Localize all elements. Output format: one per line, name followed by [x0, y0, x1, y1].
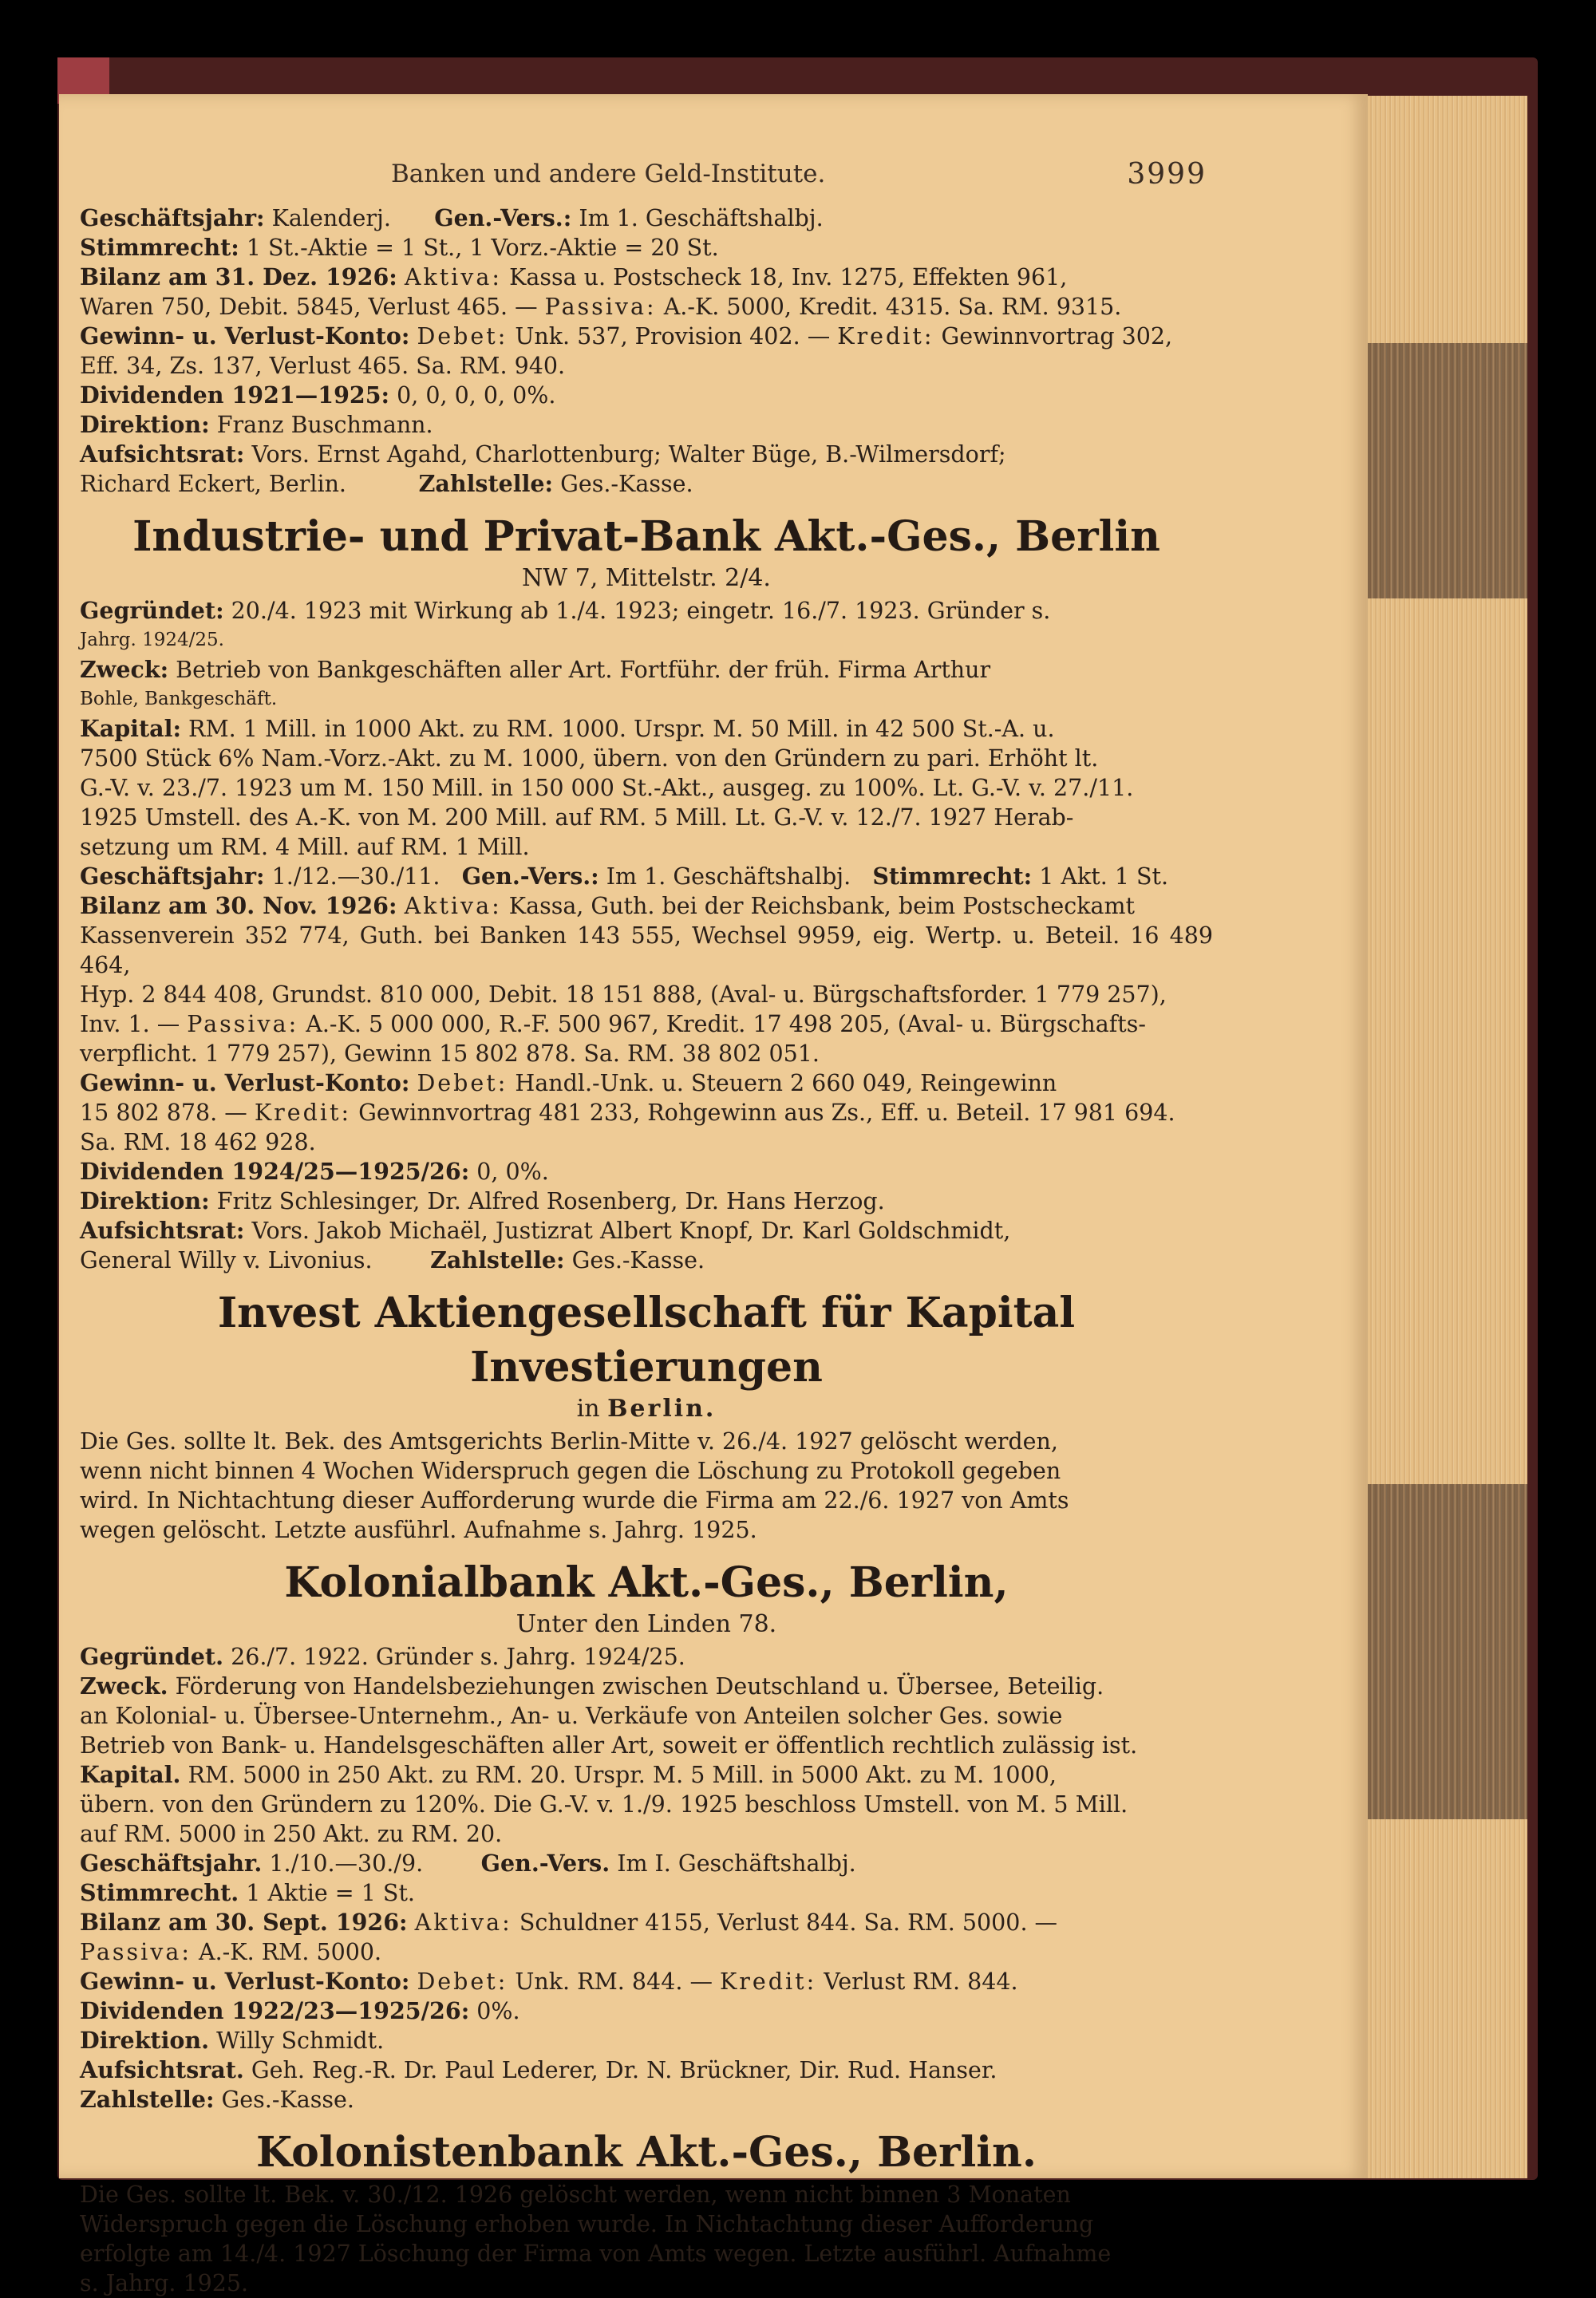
value: in: [576, 1395, 600, 1423]
value: Im I. Geschäftshalbj.: [617, 1850, 856, 1877]
text-line: Die Ges. sollte lt. Bek. v. 30./12. 1926 gelöscht werden, wenn nicht binnen 3 Monaten: [80, 2182, 1071, 2208]
label-direktion: Direktion:: [80, 1187, 210, 1214]
label-geschaeftsjahr: Geschäftsjahr:: [80, 204, 265, 231]
text-line: s. Jahrg. 1925.: [80, 2270, 249, 2296]
text-line: [80, 203, 1213, 233]
text-line: [80, 1098, 1213, 1127]
text-line: Jahrg. 1924/25.: [80, 630, 224, 650]
entry-kolonistenbank: [80, 2126, 1213, 2298]
running-header: [80, 160, 1213, 189]
entry-title: Industrie- und Privat-Bank Akt.-Ges., Berlin: [132, 512, 1160, 561]
value: General Willy v. Livonius.: [80, 1247, 373, 1273]
value: Kalenderj.: [271, 205, 391, 231]
label-aufsichtsrat: Aufsichtsrat:: [80, 1217, 245, 1244]
text-line: [80, 1157, 1213, 1187]
value: Förderung von Handelsbeziehungen zwischen Deutschland u. Übersee, Beteilig.: [175, 1673, 1104, 1700]
text-line: übern. von den Gründern zu 120%. Die G.-V. v. 1./9. 1925 beschloss Umstell. von M. 5 Mill.: [80, 1791, 1128, 1818]
text-line: [80, 1967, 1213, 1996]
label-direktion: Direktion.: [80, 2027, 210, 2054]
text-line: erfolgte am 14./4. 1927 Löschung der Firma von Amts wegen. Letzte ausführl. Aufnahme: [80, 2241, 1112, 2267]
value: Vors. Ernst Agahd, Charlottenburg; Walter Büge, B.-Wilmersdorf;: [251, 441, 1006, 468]
value: Kassa, Guth. bei der Reichsbank, beim Postscheckamt: [508, 893, 1135, 919]
text-line: Sa. RM. 18 462 928.: [80, 1129, 316, 1155]
value: Im 1. Geschäftshalbj.: [606, 863, 851, 890]
label-zweck: Zweck.: [80, 1672, 168, 1700]
value: Ges.-Kasse.: [571, 1247, 705, 1273]
text-line: auf RM. 5000 in 250 Akt. zu RM. 20.: [80, 1821, 503, 1847]
text-line: [80, 381, 1213, 410]
text-line: [80, 655, 1213, 685]
value: Handl.-Unk. u. Steuern 2 660 049, Reingewinn: [515, 1070, 1057, 1096]
text-line: [80, 263, 1213, 292]
value: Richard Eckert, Berlin.: [80, 471, 346, 497]
text-line: [80, 1937, 1213, 1967]
text-line: Kassenverein 352 774, Guth. bei Banken 143 555, Wechsel 9959, eig. Wertp. u. Beteil. 16 489 464,: [80, 922, 1213, 978]
text-line: [80, 1216, 1213, 1246]
text-line: [80, 1996, 1213, 2026]
label-gegruendet: Gegründet:: [80, 597, 224, 624]
text-line: [80, 410, 1213, 440]
label-aufsichtsrat: Aufsichtsrat:: [80, 440, 245, 468]
value: A.-K. RM. 5000.: [199, 1939, 382, 1965]
entry-location: [80, 1395, 1213, 1423]
label-gegruendet: Gegründet.: [80, 1643, 224, 1670]
text-line: [80, 292, 1213, 322]
value: Verlust RM. 844.: [824, 1968, 1018, 1995]
value: Vors. Jakob Michaël, Justizrat Albert Knopf, Dr. Karl Goldschmidt,: [251, 1218, 1011, 1244]
label-zahlstelle: Zahlstelle:: [430, 1246, 565, 1273]
label-dividenden: Dividenden 1924/25—1925/26:: [80, 1158, 470, 1185]
label-guv: Gewinn- u. Verlust-Konto:: [80, 1069, 410, 1096]
value: Unk. RM. 844. —: [515, 1968, 713, 1995]
label-aufsichtsrat: Aufsichtsrat.: [80, 2056, 244, 2083]
label-gen-vers: Gen.-Vers.:: [461, 863, 599, 890]
text-line: Widerspruch gegen die Löschung erhoben wurde. In Nichtachtung dieser Aufforderung: [80, 2211, 1094, 2237]
page-number: 3999: [1127, 158, 1207, 191]
text-line: [80, 469, 1213, 499]
label-passiva: Passiva:: [80, 1939, 192, 1965]
value: A.-K. 5 000 000, R.-F. 500 967, Kredit. 17 498 205, (Aval- u. Bürgschafts-: [306, 1011, 1146, 1037]
text-line: [80, 1068, 1213, 1098]
label-gen-vers: Gen.-Vers.: [480, 1850, 610, 1877]
label-kredit: Kredit:: [720, 1968, 817, 1995]
text-line: Betrieb von Bank- u. Handelsgeschäften aller Art, soweit er öffentlich rechtlich zulässig ist.: [80, 1732, 1138, 1759]
value: 1 St.-Aktie = 1 St., 1 Vorz.-Aktie = 20 St.: [246, 235, 719, 261]
label-debet: Debet:: [417, 1968, 508, 1995]
page-content: [80, 160, 1213, 2298]
label-debet: Debet:: [417, 323, 508, 349]
text-line: an Kolonial- u. Übersee-Unternehm., An- u. Verkäufe von Anteilen solcher Ges. sowie: [80, 1703, 1063, 1729]
label-geschaeftsjahr: Geschäftsjahr:: [80, 863, 265, 890]
text-line: [80, 891, 1213, 921]
value: 0%.: [476, 1998, 520, 2024]
entry-industrie-privat-bank: [80, 510, 1213, 1275]
value: Kassa u. Postscheck 18, Inv. 1275, Effekten 961,: [509, 264, 1068, 290]
text-line: [80, 2055, 1213, 2085]
value: 1./12.—30./11.: [271, 863, 440, 890]
value: Schuldner 4155, Verlust 844. Sa. RM. 5000. —: [519, 1909, 1058, 1936]
label-direktion: Direktion:: [80, 411, 210, 438]
label-bilanz: Bilanz am 30. Nov. 1926:: [80, 892, 397, 919]
entry-address: Unter den Linden 78.: [516, 1610, 777, 1638]
text-line: [80, 862, 1213, 891]
label-zahlstelle: Zahlstelle:: [418, 470, 554, 497]
label-kapital: Kapital:: [80, 715, 181, 742]
text-line: 1925 Umstell. des A.-K. von M. 200 Mill. auf RM. 5 Mill. Lt. G.-V. v. 12./7. 1927 Herab-: [80, 804, 1074, 831]
value: Willy Schmidt.: [216, 2028, 385, 2054]
text-line: Hyp. 2 844 408, Grundst. 810 000, Debit. 18 151 888, (Aval- u. Bürgschaftsforder. 1 779 257),: [80, 981, 1167, 1008]
value: Betrieb von Bankgeschäften aller Art. Fortführ. der früh. Firma Arthur: [176, 657, 991, 683]
label-zahlstelle: Zahlstelle:: [80, 2086, 215, 2113]
value: 0, 0, 0, 0, 0%.: [397, 382, 556, 409]
label-geschaeftsjahr: Geschäftsjahr.: [80, 1850, 263, 1877]
label-guv: Gewinn- u. Verlust-Konto:: [80, 322, 410, 349]
value: Im 1. Geschäftshalbj.: [579, 205, 824, 231]
text-line: wird. In Nichtachtung dieser Aufforderung wurde die Firma am 22./6. 1927 von Amts: [80, 1487, 1069, 1514]
label-bilanz: Bilanz am 31. Dez. 1926:: [80, 263, 397, 290]
text-line: [80, 2026, 1213, 2055]
value: 0, 0%.: [476, 1159, 549, 1185]
label-stimmrecht: Stimmrecht:: [872, 863, 1033, 890]
text-line: [80, 1642, 1213, 1672]
value: Fritz Schlesinger, Dr. Alfred Rosenberg, Dr. Hans Herzog.: [216, 1188, 885, 1214]
label-dividenden: Dividenden 1922/23—1925/26:: [80, 1997, 470, 2024]
value: Franz Buschmann.: [216, 412, 433, 438]
running-title: Banken und andere Geld-Institute.: [391, 160, 826, 188]
text-line: [80, 1908, 1213, 1937]
label-stimmrecht: Stimmrecht:: [80, 234, 239, 261]
text-line: [80, 233, 1213, 263]
label-zweck: Zweck:: [80, 656, 169, 683]
text-line: wenn nicht binnen 4 Wochen Widerspruch gegen die Löschung zu Protokoll gegeben: [80, 1458, 1061, 1484]
label-gen-vers: Gen.-Vers.:: [434, 204, 572, 231]
text-line: G.-V. v. 23./7. 1923 um M. 150 Mill. in 150 000 St.-Akt., ausgeg. zu 100%. Lt. G.-V. v. 27./11.: [80, 775, 1134, 801]
value: 15 802 878. —: [80, 1100, 247, 1126]
value: 1./10.—30./9.: [269, 1850, 424, 1877]
text-line: verpflicht. 1 779 257), Gewinn 15 802 878. Sa. RM. 38 802 051.: [80, 1040, 820, 1067]
text-line: [80, 2085, 1213, 2114]
text-line: [80, 1760, 1213, 1790]
text-line: [80, 1246, 1213, 1275]
text-line: [80, 1009, 1213, 1039]
label-dividenden: Dividenden 1921—1925:: [80, 381, 390, 409]
label-aktiva: Aktiva:: [404, 893, 502, 919]
entry-address: NW 7, Mittelstr. 2/4.: [522, 564, 771, 592]
entry-previous-continuation: [80, 203, 1213, 499]
value: 1 Aktie = 1 St.: [246, 1880, 415, 1906]
text-line: [80, 322, 1213, 351]
label-guv: Gewinn- u. Verlust-Konto:: [80, 1968, 410, 1995]
value: RM. 1 Mill. in 1000 Akt. zu RM. 1000. Urspr. M. 50 Mill. in 42 500 St.-A. u.: [188, 716, 1055, 742]
text-line: [80, 714, 1213, 744]
text-line: [80, 1849, 1213, 1878]
text-line: setzung um RM. 4 Mill. auf RM. 1 Mill.: [80, 834, 530, 860]
text-line: wegen gelöscht. Letzte ausführl. Aufnahme s. Jahrg. 1925.: [80, 1517, 757, 1543]
label-kapital: Kapital.: [80, 1761, 181, 1788]
label-debet: Debet:: [417, 1070, 508, 1096]
label-bilanz: Bilanz am 30. Sept. 1926:: [80, 1909, 408, 1936]
text-line: [80, 440, 1213, 469]
value: A.-K. 5000, Kredit. 4315. Sa. RM. 9315.: [663, 294, 1122, 320]
label-aktiva: Aktiva:: [404, 264, 502, 290]
value: RM. 5000 in 250 Akt. zu RM. 20. Urspr. M. 5 Mill. in 5000 Akt. zu M. 1000,: [188, 1762, 1057, 1788]
text-line: [80, 1187, 1213, 1216]
entry-invest-ag: [80, 1286, 1213, 1545]
value: Ges.-Kasse.: [221, 2087, 354, 2113]
entry-kolonialbank: [80, 1556, 1213, 2114]
value: 20./4. 1923 mit Wirkung ab 1./4. 1923; eingetr. 16./7. 1923. Gründer s.: [231, 598, 1051, 624]
value: Waren 750, Debit. 5845, Verlust 465. —: [80, 294, 538, 320]
text-line: [80, 596, 1213, 626]
value: Gewinnvortrag 481 233, Rohgewinn aus Zs., Eff. u. Beteil. 17 981 694.: [358, 1100, 1175, 1126]
text-line: Eff. 34, Zs. 137, Verlust 465. Sa. RM. 940.: [80, 353, 566, 379]
label-kredit: Kredit:: [254, 1100, 352, 1126]
value: 1 Akt. 1 St.: [1039, 863, 1169, 890]
value: Berlin.: [607, 1395, 717, 1423]
label-stimmrecht: Stimmrecht.: [80, 1879, 239, 1906]
value: Ges.-Kasse.: [560, 471, 693, 497]
fore-edge-thumb-index-upper: [1368, 343, 1527, 598]
value: 26./7. 1922. Gründer s. Jahrg. 1924/25.: [231, 1644, 685, 1670]
text-line: [80, 1878, 1213, 1908]
text-line: Bohle, Bankgeschäft.: [80, 689, 278, 709]
value: Unk. 537, Provision 402. —: [515, 323, 831, 349]
value: Gewinnvortrag 302,: [941, 323, 1173, 349]
label-passiva: Passiva:: [544, 294, 657, 320]
label-passiva: Passiva:: [187, 1011, 299, 1037]
label-kredit: Kredit:: [837, 323, 934, 349]
value: Inv. 1. —: [80, 1011, 180, 1037]
fore-edge-thumb-index-lower: [1368, 1484, 1527, 1819]
text-line: 7500 Stück 6% Nam.-Vorz.-Akt. zu M. 1000, übern. von den Gründern zu pari. Erhöht lt.: [80, 745, 1099, 772]
value: Geh. Reg.-R. Dr. Paul Lederer, Dr. N. Brückner, Dir. Rud. Hanser.: [251, 2057, 998, 2083]
entry-title: Invest Aktiengesellschaft für Kapital Investierungen: [217, 1289, 1076, 1392]
entry-title: Kolonialbank Akt.-Ges., Berlin,: [284, 1558, 1009, 1607]
text-line: Die Ges. sollte lt. Bek. des Amtsgerichts Berlin-Mitte v. 26./4. 1927 gelöscht werden,: [80, 1428, 1058, 1455]
text-line: [80, 1672, 1213, 1701]
entry-title: Kolonistenbank Akt.-Ges., Berlin.: [256, 2128, 1037, 2177]
label-aktiva: Aktiva:: [414, 1909, 512, 1936]
